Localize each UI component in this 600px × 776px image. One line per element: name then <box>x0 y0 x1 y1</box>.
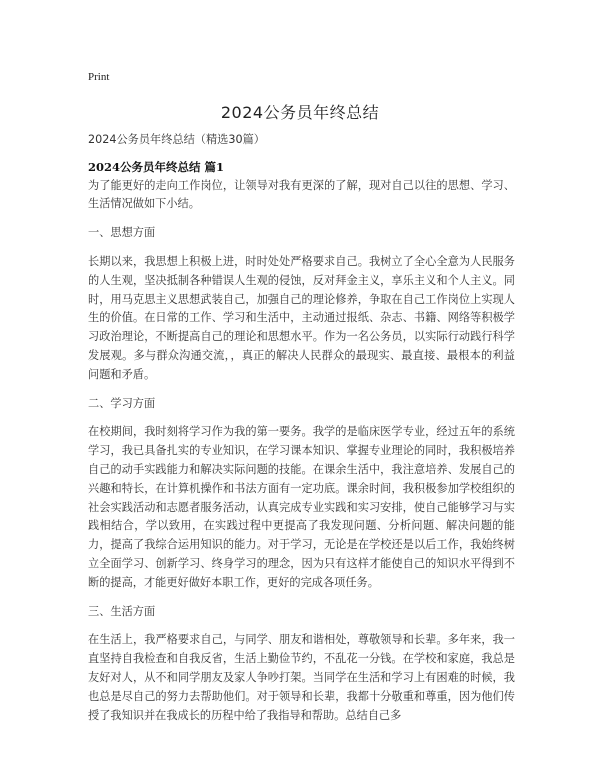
section-text-thought: 长期以来，我思想上积极上进，时时处处严格要求自己。我树立了全心全意为人民服务的人生观，坚决抵制各种错误人生观的侵蚀，反对拜金主义，享乐主义和个人主义。同时，用马克思主义思想武装自己，加强自己的理论修养，争取在自己工作岗位上实现人生的价值。在日常的工作、学习和生活中，主动通过报纸、杂志、书籍、网络等积极学习政治理论，不断提高自己的理论和思想水平。作为一名公务员，以实际行动践行科学发展观。多与群众沟通交流，，真正的解决人民群众的最现实、最直接、最根本的利益问题和矛盾。 <box>88 254 515 381</box>
section-heading-study: 二、学习方面 <box>88 396 156 410</box>
document-body <box>88 131 515 725</box>
section-text-study: 在校期间，我时刻将学习作为我的第一要务。我学的是临床医学专业，经过五年的系统学习，我已具备扎实的专业知识，在学习课本知识、掌握专业理论的同时，我积极培养自己的动手实践能力和解决实际问题的技能。在课余生活中，我注意培养、发展自己的兴趣和特长，在计算机操作和书法方面有一定功底。课余时间，我积极参加学校组织的社会实践活动和志愿者服务活动，认真完成专业实践和实习安排，使自己能够学习与实践相结合，学以致用，在实践过程中更提高了我发现问题、分析问题、解决问题的能力，提高了我综合运用知识的能力。对于学习，无论是在学校还是以后工作，我始终树立全面学习、创新学习、终身学习的理念，因为只有这样才能使自己的知识水平得到不断的提高，才能更好做好本职工作，更好的完成各项任务。 <box>88 425 515 589</box>
section-text-life: 在生活上，我严格要求自己，与同学、朋友和谐相处，尊敬领导和长辈。多年来，我一直坚持自我检查和自我反省，生活上勤俭节约，不乱花一分钱。在学校和家庭，我总是友好对人，从不和同学朋友及家人争吵打架。当同学在生活和学习上有困难的时候，我也总是尽自己的努力去帮助他们。对于领导和长辈，我都十分敬重和尊重，因为他们传授了我知识并在我成长的历程中给了我指导和帮助。总结自己多 <box>88 633 515 722</box>
print-link[interactable]: Print <box>88 71 110 83</box>
section-heading-life: 三、生活方面 <box>88 604 156 618</box>
document-title: 2024公务员年终总结 <box>220 103 380 122</box>
section-heading-thought: 一、思想方面 <box>88 226 156 240</box>
article-title: 2024公务员年终总结 篇1 <box>88 159 225 174</box>
document-subtitle: 2024公务员年终总结（精选30篇） <box>88 133 265 146</box>
intro-paragraph: 为了能更好的走向工作岗位，让领导对我有更深的了解，现对自己以往的思想、学习、生活情况做如下小结。 <box>88 178 515 211</box>
